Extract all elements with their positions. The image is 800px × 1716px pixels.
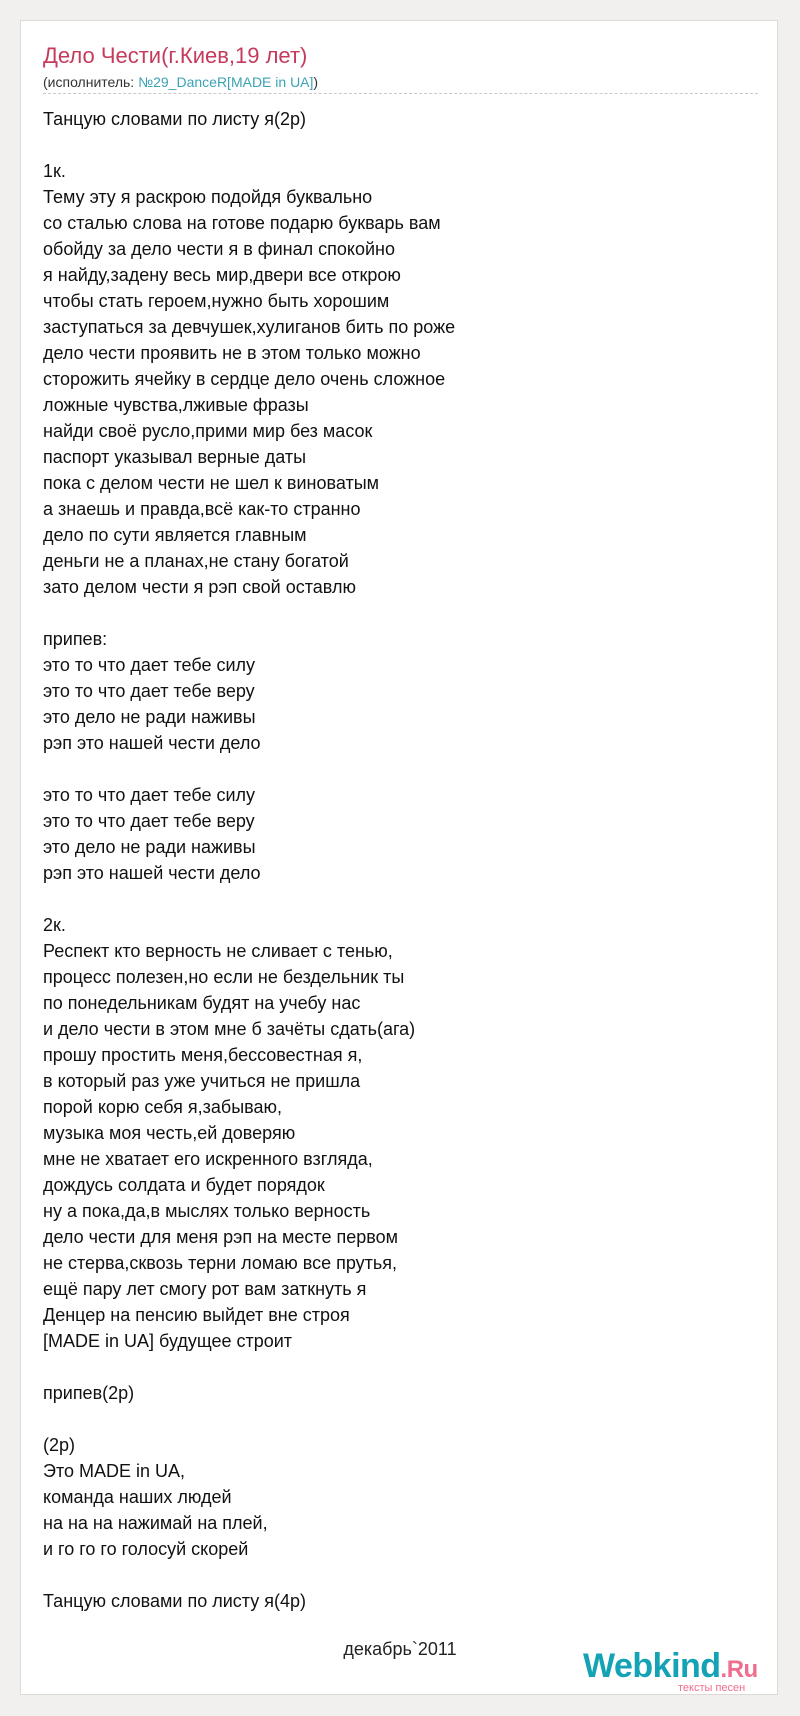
lyric-line: дело по сути является главным bbox=[43, 525, 307, 545]
lyrics-body bbox=[43, 106, 763, 1614]
lyric-line: это то что дает тебе веру bbox=[43, 811, 255, 831]
lyric-line: на на на нажимай на плей, bbox=[43, 1513, 268, 1533]
lyric-line: а знаешь и правда,всё как-то странно bbox=[43, 499, 361, 519]
song-header bbox=[43, 43, 763, 91]
lyric-line: припев(2р) bbox=[43, 1383, 135, 1403]
lyric-line: порой корю себя я,забываю, bbox=[43, 1097, 283, 1117]
lyric-line: найди своё русло,прими мир без масок bbox=[43, 421, 373, 441]
artist-link[interactable]: №29_DanceR[MADE in UA] bbox=[138, 74, 314, 90]
date-label: декабрь`2011 bbox=[343, 1639, 457, 1659]
lyric-line: ещё пару лет смогу рот вам заткнуть я bbox=[43, 1279, 367, 1299]
lyric-line: это дело не ради наживы bbox=[43, 707, 256, 727]
lyric-line: дождусь солдата и будет порядок bbox=[43, 1175, 325, 1195]
logo-tagline: тексты песен bbox=[678, 1682, 746, 1694]
lyric-line: дело чести проявить не в этом только можно bbox=[43, 343, 421, 363]
lyric-line: прошу простить меня,бессовестная я, bbox=[43, 1045, 363, 1065]
lyric-line: зато делом чести я рэп свой оставлю bbox=[43, 577, 356, 597]
lyric-line: рэп это нашей чести дело bbox=[43, 863, 261, 883]
lyric-line bbox=[43, 1562, 763, 1588]
lyric-line: рэп это нашей чести дело bbox=[43, 733, 261, 753]
lyric-line bbox=[43, 886, 763, 912]
lyric-line bbox=[43, 756, 763, 782]
page-title: Дело Чести(г.Киев,19 лет) bbox=[43, 43, 308, 68]
lyric-line: 1к. bbox=[43, 161, 66, 181]
lyric-line: чтобы стать героем,нужно быть хорошим bbox=[43, 291, 390, 311]
lyric-line: 2к. bbox=[43, 915, 66, 935]
lyric-line: дело чести для меня рэп на месте первом bbox=[43, 1227, 398, 1247]
lyric-line: заступаться за девчушек,хулиганов бить по роже bbox=[43, 317, 456, 337]
site-logo[interactable] bbox=[583, 1647, 773, 1694]
lyric-line: со сталью слова на готове подарю букварь вам bbox=[43, 213, 441, 233]
lyric-line: (2р) bbox=[43, 1435, 76, 1455]
header-divider bbox=[43, 93, 758, 94]
artist-prefix: (исполнитель: bbox=[43, 74, 139, 90]
artist-line bbox=[43, 73, 763, 91]
lyric-line: ложные чувства,лживые фразы bbox=[43, 395, 309, 415]
lyric-line: Танцую словами по листу я(2р) bbox=[43, 109, 306, 129]
lyric-line: обойду за дело чести я в финал спокойно bbox=[43, 239, 395, 259]
lyric-line: я найду,задену весь мир,двери все открою bbox=[43, 265, 401, 285]
lyric-line: сторожить ячейку в сердце дело очень сложное bbox=[43, 369, 446, 389]
lyrics-card bbox=[20, 20, 778, 1695]
lyric-line: Это MADE in UA, bbox=[43, 1461, 186, 1481]
lyric-line: Танцую словами по листу я(4р) bbox=[43, 1591, 306, 1611]
lyric-line: ну а пока,да,в мыслях только верность bbox=[43, 1201, 371, 1221]
lyric-line: Денцер на пенсию выйдет вне строя bbox=[43, 1305, 350, 1325]
logo-tld: .Ru bbox=[720, 1656, 758, 1683]
lyric-line bbox=[43, 132, 763, 158]
lyric-line: и дело чести в этом мне б зачёты сдать(ага) bbox=[43, 1019, 416, 1039]
lyric-line: Тему эту я раскрою подойдя буквально bbox=[43, 187, 373, 207]
lyric-line bbox=[43, 600, 763, 626]
lyric-line: припев: bbox=[43, 629, 108, 649]
lyric-line: Респект кто верность не сливает с тенью, bbox=[43, 941, 393, 961]
lyric-line: деньги не а планах,не стану богатой bbox=[43, 551, 349, 571]
lyric-line: [MADE in UA] будущее строит bbox=[43, 1331, 293, 1351]
lyric-line: это дело не ради наживы bbox=[43, 837, 256, 857]
lyric-line: это то что дает тебе силу bbox=[43, 785, 256, 805]
lyric-line: музыка моя честь,ей доверяю bbox=[43, 1123, 296, 1143]
lyric-line: процесс полезен,но если не бездельник ты bbox=[43, 967, 405, 987]
lyric-line: это то что дает тебе силу bbox=[43, 655, 256, 675]
lyric-line: пока с делом чести не шел к виноватым bbox=[43, 473, 380, 493]
lyric-line: это то что дает тебе веру bbox=[43, 681, 255, 701]
lyric-line: не стерва,сквозь терни ломаю все прутья, bbox=[43, 1253, 398, 1273]
lyric-line bbox=[43, 1406, 763, 1432]
lyric-line: паспорт указывал верные даты bbox=[43, 447, 307, 467]
logo-name: Webkind bbox=[583, 1647, 721, 1685]
lyric-line: мне не хватает его искренного взгляда, bbox=[43, 1149, 373, 1169]
lyric-line: в который раз уже учиться не пришла bbox=[43, 1071, 361, 1091]
lyric-line: по понедельникам будят на учебу нас bbox=[43, 993, 361, 1013]
lyric-line bbox=[43, 1354, 763, 1380]
artist-suffix: ) bbox=[313, 74, 319, 90]
lyric-line: и го го го голосуй скорей bbox=[43, 1539, 249, 1559]
lyric-line: команда наших людей bbox=[43, 1487, 232, 1507]
